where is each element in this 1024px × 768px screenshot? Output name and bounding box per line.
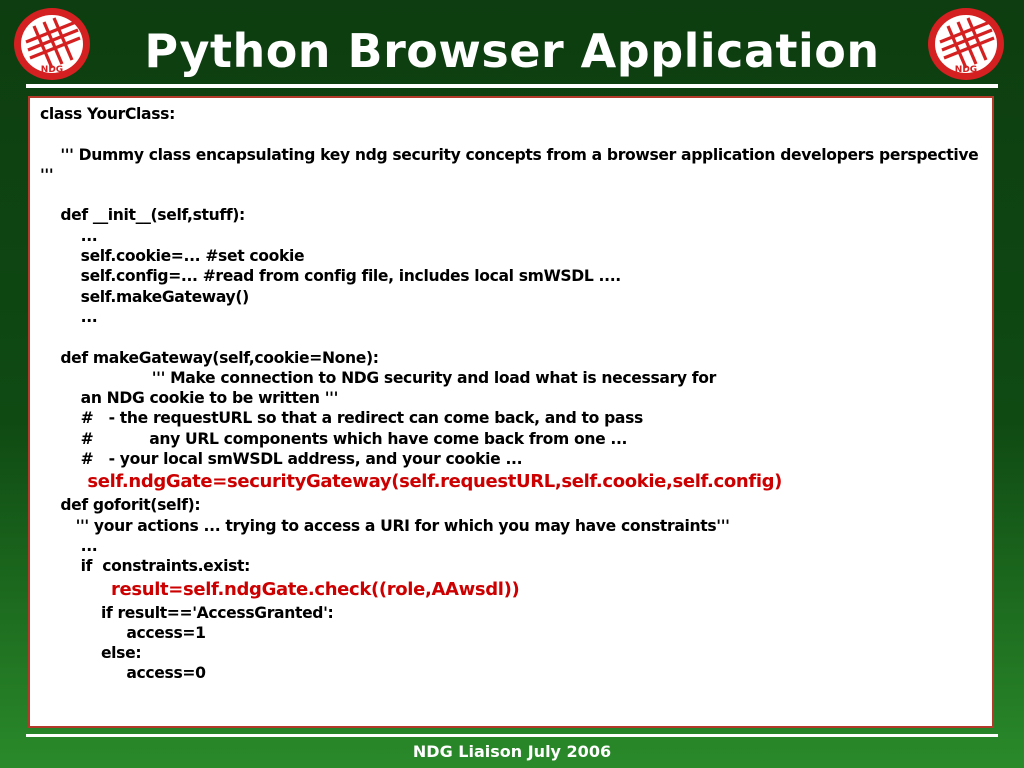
code-line: if result=='AccessGranted': bbox=[40, 603, 334, 622]
code-line: access=0 bbox=[40, 664, 206, 683]
code-line: self.makeGateway() bbox=[40, 287, 249, 306]
code-line: else: bbox=[40, 644, 142, 663]
code-line: class YourClass: bbox=[40, 105, 175, 123]
slide-title: Python Browser Application bbox=[144, 24, 880, 78]
code-line: # any URL components which have come back from one ... bbox=[40, 429, 628, 448]
code-line: # - your local smWSDL address, and your cookie ... bbox=[40, 450, 523, 469]
slide-footer: NDG Liaison July 2006 bbox=[412, 742, 612, 761]
code-panel bbox=[28, 96, 994, 728]
code-line: ''' your actions ... trying to access a URI for which you may have constraints''' bbox=[40, 516, 730, 535]
title-divider bbox=[26, 84, 998, 88]
code-line: ... bbox=[40, 307, 98, 326]
code-line: ... bbox=[40, 536, 98, 555]
code-line: # - the requestURL so that a redirect can come back, and to pass bbox=[40, 409, 643, 428]
highlighted-code-line: result=self.ndgGate.check((role,AAwsdl)) bbox=[40, 578, 520, 600]
code-line: def __init__(self,stuff): bbox=[40, 206, 245, 225]
code-line: self.config=... #read from config file, includes local smWSDL .... bbox=[40, 267, 621, 286]
footer-divider bbox=[26, 734, 998, 737]
code-line: ''' Make connection to NDG security and load what is necessary for bbox=[40, 368, 716, 387]
code-line: ''' Dummy class encapsulating key ndg security concepts from a browser application developers perspective ''' bbox=[40, 145, 984, 184]
code-line bbox=[40, 327, 984, 347]
code-line bbox=[40, 124, 984, 144]
code-line: if constraints.exist: bbox=[40, 557, 250, 576]
code-line: ... bbox=[40, 226, 98, 245]
code-line: def makeGateway(self,cookie=None): bbox=[40, 348, 379, 367]
code-line: self.cookie=... #set cookie bbox=[40, 247, 305, 266]
ndg-logo-right bbox=[926, 6, 1006, 82]
highlighted-code-line: self.ndgGate=securityGateway(self.requestURL,self.cookie,self.config) bbox=[40, 471, 783, 493]
logo-text: NDG bbox=[954, 65, 978, 75]
code-line bbox=[40, 185, 984, 205]
code-line: an NDG cookie to be written ''' bbox=[40, 389, 338, 408]
code-line: access=1 bbox=[40, 623, 206, 642]
code-line: def goforit(self): bbox=[40, 496, 201, 515]
logo-text: NDG bbox=[40, 65, 64, 75]
